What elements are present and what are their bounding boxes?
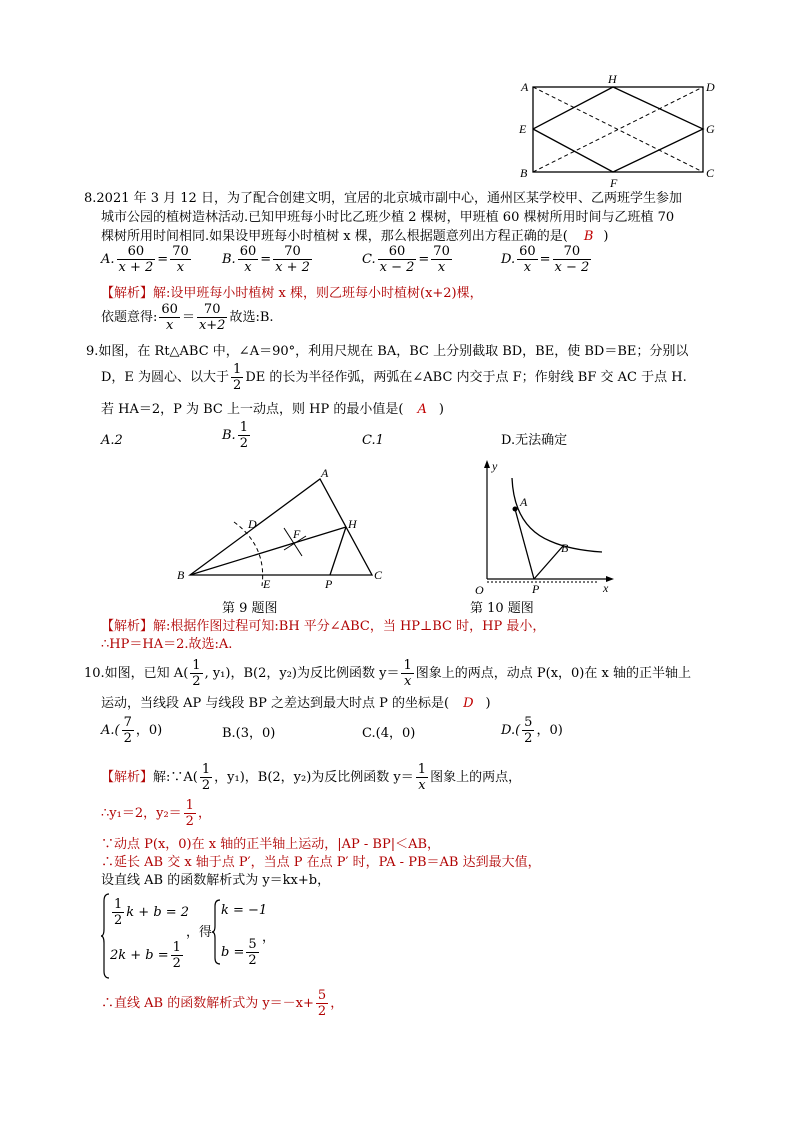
q10-line1-pre: 10.如图，已知 A( bbox=[84, 666, 189, 681]
q9-line3 bbox=[101, 402, 444, 418]
q9-option-d: D.无法确定 bbox=[501, 433, 568, 448]
q9-analysis-text1: 解:根据作图过程可知:BH 平分∠ABC，当 HP⊥BC 时，HP 最小， bbox=[153, 619, 546, 634]
q8-stem: 棵树所用时间相同.如果设甲班每小时植树 x 棵，那么根据题意列出方程正确的是( bbox=[101, 229, 568, 244]
label-D: D bbox=[706, 80, 715, 94]
q8-c-num1: 60 bbox=[378, 244, 417, 260]
q10-analysis-last bbox=[101, 988, 343, 1019]
q8-b-eq: = bbox=[260, 252, 272, 267]
q8-a-den1: x + 2 bbox=[118, 260, 154, 275]
q8-d-num1: 60 bbox=[519, 244, 536, 259]
sys2-eq2-text: b = bbox=[221, 945, 245, 960]
fig9-label-E: E bbox=[263, 577, 271, 591]
sys1-eq1-num: 1 bbox=[114, 897, 123, 912]
segment-hp bbox=[330, 527, 346, 575]
q10-line1-mid: , y₁)，B(2，y₂)为反比例函数 y＝ bbox=[204, 666, 400, 681]
q10-an2-num: 1 bbox=[185, 798, 194, 813]
q9-option-a: A.2 bbox=[101, 433, 123, 448]
system2-eq2 bbox=[221, 937, 261, 968]
q8-b-den2: x + 2 bbox=[275, 260, 310, 275]
q8-a-num1: 60 bbox=[117, 244, 156, 260]
label-A: A bbox=[521, 80, 529, 94]
q10-an1-post: 图象上的两点， bbox=[430, 770, 522, 785]
q10-l1-den: 2 bbox=[192, 674, 201, 689]
q10-optd-num: 5 bbox=[524, 715, 533, 730]
q8-option-d-label: D. bbox=[501, 252, 516, 267]
q9-stem: 若 HA＝2，P 为 BC 上一动点，则 HP 的最小值是( bbox=[101, 402, 404, 417]
q8-analysis-2: 依题意得: $\frac{60}{x}$ ＝ $\frac{70}{x+2}$ 故选:B. bbox=[101, 302, 274, 333]
q10-answer: D bbox=[463, 696, 474, 711]
q10-an2-den: 2 bbox=[185, 814, 194, 829]
q10-opta-den: 2 bbox=[123, 731, 132, 746]
q9-line1: 9.如图，在 Rt△ABC 中，∠A＝90°，利用尺规在 BA，BC 上分别截取 BD，BE，使 BD＝BE；分别以 bbox=[86, 344, 689, 359]
fig10-label-A: A bbox=[520, 495, 528, 509]
sys2-eq2-den: 2 bbox=[248, 953, 257, 968]
q10-an1-fden: x bbox=[418, 778, 426, 793]
q8-d-den1: x bbox=[523, 260, 532, 275]
fig9-label-H: H bbox=[348, 517, 357, 531]
q10-option-d bbox=[501, 715, 563, 746]
q8-line2: 城市公园的植树造林活动.已知甲班每小时比乙班少植 2 棵树，甲班植 60 棵树所用时间与乙班植 70 bbox=[101, 210, 675, 225]
q8-c-num2: 70 bbox=[433, 244, 450, 259]
q8-b-num1: 60 bbox=[239, 244, 257, 259]
q9-answer: A bbox=[417, 402, 427, 417]
q8-option-b bbox=[222, 244, 314, 275]
q8-an-num1: 60 bbox=[161, 302, 178, 317]
q8-b-num2: 70 bbox=[273, 244, 312, 260]
q10-l1-fden: x bbox=[403, 674, 412, 689]
q10-analysis-tag: 【解析】 bbox=[101, 770, 154, 785]
q8-c-den1: x − 2 bbox=[379, 260, 415, 275]
system2-eq1: k = −1 bbox=[221, 903, 268, 918]
left-brace-2 bbox=[211, 899, 221, 965]
q9-option-b-label: B. bbox=[222, 428, 236, 443]
q10-optd-den: 2 bbox=[524, 731, 533, 746]
q10-opta-post: ，0) bbox=[135, 723, 163, 738]
q8-c-eq: = bbox=[418, 252, 430, 267]
q8-a-eq: = bbox=[157, 252, 169, 267]
q10-opta-num: 7 bbox=[123, 715, 132, 730]
q10-option-b: B.(3，0) bbox=[222, 726, 276, 741]
q8-analysis-pre: 依题意得: bbox=[101, 310, 158, 325]
q10-optd-pre: D.( bbox=[501, 723, 521, 738]
q9-half-den: 2 bbox=[233, 378, 242, 393]
q9-optb-num: 1 bbox=[239, 420, 248, 435]
q8-option-c-label: C. bbox=[362, 252, 376, 267]
fig9-label-F: F bbox=[293, 527, 301, 541]
sys1-eq2-den: 2 bbox=[172, 956, 181, 971]
q10-line1-post: 图象上的两点，动点 P(x，0)在 x 轴的正半轴上 bbox=[415, 666, 691, 681]
q8-an-num2: 70 bbox=[197, 302, 228, 318]
sys1-eq1-text: k + b = 2 bbox=[126, 905, 190, 920]
q10-an1-den: 2 bbox=[201, 778, 211, 793]
q8-close: ) bbox=[603, 229, 609, 244]
point-a bbox=[513, 507, 518, 512]
q9-analysis-2: ∴HP＝HA＝2.故选:A. bbox=[101, 637, 233, 652]
q8-option-d bbox=[501, 244, 593, 275]
q10-line2 bbox=[101, 696, 491, 712]
q10-optd-post: ，0) bbox=[536, 723, 563, 738]
q10-an2-pre: ∴y₁＝2，y₂＝ bbox=[101, 806, 182, 821]
fig10-label-P: P bbox=[532, 582, 540, 596]
system-result-word: ，得 bbox=[186, 925, 213, 940]
q8-d-den2: x − 2 bbox=[554, 260, 590, 275]
sys1-eq2-text: 2k + b = bbox=[110, 948, 169, 963]
q9-close: ) bbox=[438, 402, 444, 417]
q8-d-num2: 70 bbox=[553, 244, 592, 260]
q10-l1-fnum: 1 bbox=[403, 658, 412, 673]
label-G: G bbox=[706, 122, 715, 136]
ray-bh bbox=[190, 527, 346, 575]
q10-analysis-1 bbox=[101, 762, 521, 793]
fig10-label-y: y bbox=[492, 459, 498, 473]
q8-analysis-text1: 解:设甲班每小时植树 x 棵，则乙班每小时植树(x+2)棵， bbox=[153, 286, 483, 301]
fig10-label-x: x bbox=[603, 581, 609, 595]
system1-eq2 bbox=[110, 940, 185, 971]
q8-an-den2: x+2 bbox=[198, 318, 226, 333]
fig10-label-B: B bbox=[561, 541, 569, 555]
system1-eq1 bbox=[110, 897, 189, 928]
fig9-label-A: A bbox=[321, 466, 329, 480]
fig10-label-O: O bbox=[475, 583, 484, 597]
q10-stem: 运动，当线段 AP 与线段 BP 之差达到最大时点 P 的坐标是( bbox=[101, 696, 450, 711]
segment-ap bbox=[515, 509, 534, 579]
q8-d-eq: = bbox=[539, 252, 551, 267]
q8-answer: B bbox=[583, 229, 594, 244]
sys1-eq2-num: 1 bbox=[172, 940, 181, 955]
q9-half-num: 1 bbox=[233, 362, 242, 377]
q8-line1: 8.2021 年 3 月 12 日，为了配合创建文明，宜居的北京城市副中心，通州区某学校甲、乙两班学生参加 bbox=[84, 191, 682, 206]
fig9-label-P: P bbox=[325, 577, 333, 591]
q10-an1-fnum: 1 bbox=[417, 762, 427, 777]
q10-an2-post: ， bbox=[197, 806, 211, 821]
label-H: H bbox=[608, 75, 617, 86]
fig9-label-B: B bbox=[177, 568, 185, 582]
q10-an1-pre: 解:∵A( bbox=[153, 770, 198, 785]
q9-line2-pre: D，E 为圆心、以大于 bbox=[101, 370, 230, 385]
system-tail-comma: ， bbox=[262, 930, 276, 945]
q10-last-post: ， bbox=[330, 996, 344, 1011]
figure-9 bbox=[172, 466, 392, 598]
hyperbola-curve bbox=[512, 478, 602, 552]
left-brace-1 bbox=[100, 893, 110, 979]
q8-line3 bbox=[101, 229, 608, 245]
fig9-label-D: D bbox=[248, 517, 257, 531]
figure-10 bbox=[470, 456, 620, 600]
rectangle-rhombus-figure bbox=[515, 75, 715, 193]
label-C: C bbox=[706, 166, 715, 180]
q8-b-den1: x bbox=[244, 260, 252, 275]
segment-bp bbox=[534, 546, 563, 579]
q8-c-den2: x bbox=[437, 260, 446, 275]
q10-last-pre: ∴直线 AB 的函数解析式为 y＝－x+ bbox=[101, 996, 314, 1011]
q10-analysis-4: ∴延长 AB 交 x 轴于点 P′，当点 P 在点 P′ 时，PA - PB＝AB 达到最大值， bbox=[101, 855, 541, 870]
q10-last-den: 2 bbox=[317, 1004, 327, 1019]
q8-analysis-post: 故选:B. bbox=[229, 310, 274, 325]
label-B: B bbox=[520, 166, 528, 180]
q9-line2-post: DE 的长为半径作弧，两弧在∠ABC 内交于点 F；作射线 BF 交 AC 于点 H. bbox=[245, 370, 687, 385]
q8-an-den1: x bbox=[165, 318, 174, 333]
q10-close: ) bbox=[485, 696, 491, 711]
q8-analysis-tag: 【解析】 bbox=[101, 286, 154, 301]
q9-analysis-1 bbox=[101, 619, 545, 635]
q10-analysis-3: ∵动点 P(x，0)在 x 轴的正半轴上运动，|AP - BP|＜AB， bbox=[101, 837, 441, 852]
q8-option-b-label: B. bbox=[222, 252, 236, 267]
q9-option-b bbox=[222, 420, 252, 451]
q10-opta-pre: A.( bbox=[101, 723, 120, 738]
q8-a-num2: 70 bbox=[172, 244, 189, 259]
q8-analysis-1 bbox=[101, 286, 483, 302]
q10-analysis-2 bbox=[101, 798, 211, 829]
label-E: E bbox=[519, 122, 527, 136]
q9-analysis-tag: 【解析】 bbox=[101, 619, 154, 634]
sys2-eq2-num: 5 bbox=[248, 937, 257, 952]
figure-10-caption: 第 10 题图 bbox=[470, 601, 534, 616]
q8-option-a-label: A. bbox=[101, 252, 115, 267]
q10-an1-mid: ，y₁)，B(2，y₂)为反比例函数 y＝ bbox=[214, 770, 414, 785]
q10-option-c: C.(4，0) bbox=[362, 726, 416, 741]
q9-optb-den: 2 bbox=[239, 436, 248, 451]
sys1-eq1-den: 2 bbox=[114, 913, 123, 928]
figure-9-caption: 第 9 题图 bbox=[222, 601, 278, 616]
q9-line2 bbox=[101, 362, 687, 393]
q10-analysis-5: 设直线 AB 的函数解析式为 y＝kx+b， bbox=[101, 873, 331, 888]
label-F: F bbox=[610, 176, 618, 190]
y-axis-arrow bbox=[484, 460, 490, 468]
q8-a-den2: x bbox=[176, 260, 185, 275]
q10-an1-num: 1 bbox=[201, 762, 211, 777]
q8-option-c bbox=[362, 244, 454, 275]
q9-option-c: C.1 bbox=[362, 433, 384, 448]
q10-l1-num: 1 bbox=[192, 658, 201, 673]
q10-option-a bbox=[101, 715, 162, 746]
fig9-label-C: C bbox=[374, 568, 383, 582]
q10-last-num: 5 bbox=[317, 988, 327, 1003]
q10-line1 bbox=[84, 658, 691, 689]
q8-option-a bbox=[101, 244, 193, 275]
